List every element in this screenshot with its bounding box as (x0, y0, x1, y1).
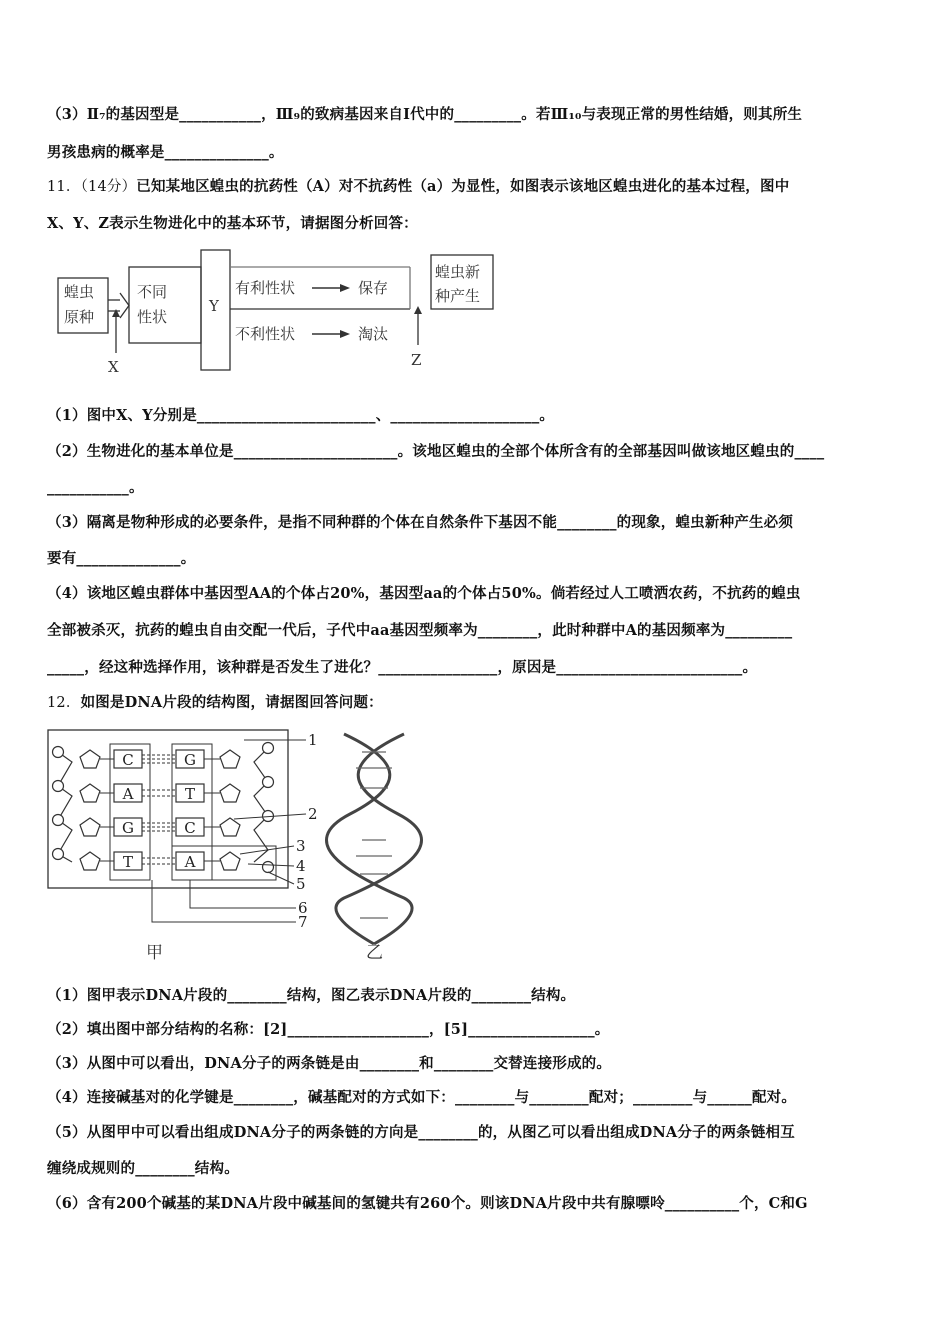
dna-label-2: 2 (308, 805, 318, 823)
box2-text-1: 不同 (137, 283, 168, 301)
unfavorable-trait: 不利性状 (235, 325, 296, 343)
dna-label-3: 3 (296, 837, 306, 855)
q10-sub3-line1: （3）Ⅱ₇的基因型是___________，Ⅲ₉的致病基因来自Ⅰ代中的_________。若Ⅲ₁₀与表现正常的男性结婚，则其所生 (47, 106, 803, 123)
box1-text-2: 原种 (64, 308, 95, 326)
q12-sub3: （3）从图中可以看出，DNA分子的两条链是由________和________交替连接形成的。 (47, 1055, 612, 1072)
z-label: Z (411, 351, 422, 369)
dna-label-7: 7 (298, 913, 308, 931)
q11-sub4-line2: 全部被杀灭，抗药的蝗虫自由交配一代后，子代中aa基因型频率为________，此时种群中A的基因频率为_________ (47, 622, 793, 639)
preserve-label: 保存 (358, 279, 389, 297)
x-label: X (108, 358, 119, 376)
caption-yi: 乙 (366, 943, 383, 963)
q12-sub2: （2）填出图中部分结构的名称：[2]___________________，[5]_________________。 (47, 1021, 610, 1038)
q11-number: 11． (47, 179, 81, 195)
q10-sub3-line2: 男孩患病的概率是______________。 (47, 144, 284, 161)
q12-sub6: （6）含有200个碱基的某DNA片段中碱基间的氢键共有260个。则该DNA片段中共有腺嘌呤__________个，C和G (47, 1195, 808, 1212)
q12-sub1: （1）图甲表示DNA片段的________结构，图乙表示DNA片段的________结构。 (47, 987, 576, 1004)
q11-sub3-line1: （3）隔离是物种形成的必要条件，是指不同种群的个体在自然条件下基因不能________的现象，蝗虫新种产生必须 (47, 514, 794, 531)
dna-label-1: 1 (308, 731, 318, 749)
q11-sub2-line1: （2）生物进化的基本单位是______________________。该地区蝗虫的全部个体所含有的全部基因叫做该地区蝗虫的____ (47, 443, 825, 460)
dna-label-5: 5 (296, 875, 306, 893)
right-base-4: A (184, 853, 196, 871)
q12-sub4: （4）连接碱基对的化学键是________，碱基配对的方式如下：________与________配对；________与______配对。 (47, 1089, 797, 1106)
q11-stem-line2: X、Y、Z表示生物进化中的基本环节，请据图分析回答： (47, 215, 418, 232)
q11-sub2-line2: ___________。 (47, 479, 144, 496)
q11-score: （14分） (80, 179, 137, 195)
dna-label-6: 6 (298, 899, 308, 917)
different-traits-box (129, 267, 201, 343)
right-base-1: G (184, 751, 196, 769)
evolution-diagram (50, 245, 510, 377)
right-base-3: C (184, 819, 196, 837)
right-base-2: T (184, 785, 196, 803)
favorable-trait: 有利性状 (235, 279, 296, 297)
q11-sub1: （1）图中X、Y分别是________________________、____________________。 (47, 407, 555, 424)
q11-sub3-line2: 要有______________。 (47, 550, 196, 567)
left-base-2: A (122, 785, 134, 803)
q12-sub5-line1: （5）从图甲中可以看出组成DNA分子的两条链的方向是________的，从图乙可以看出组成DNA分子的两条链相互 (47, 1124, 795, 1141)
left-base-3: G (122, 819, 134, 837)
left-base-4: T (122, 853, 134, 871)
dna-diagram (44, 722, 424, 967)
caption-jia: 甲 (146, 943, 163, 963)
box1-text-1: 蝗虫 (64, 283, 95, 301)
q12-sub5-line2: 缠绕成规则的________结构。 (47, 1160, 239, 1177)
eliminate-label: 淘汰 (358, 325, 389, 343)
q11-sub4-line1: （4）该地区蝗虫群体中基因型AA的个体占20%，基因型aa的个体占50%。倘若经过人工喷洒农药，不抗药的蝗虫 (47, 585, 801, 602)
q12-stem (47, 691, 907, 712)
new-species-text-2: 种产生 (435, 287, 481, 305)
q11-stem-line1 (47, 175, 907, 196)
box2-text-2: 性状 (137, 308, 168, 326)
q12-stem-text: 如图是DNA片段的结构图，请据图回答问题： (80, 694, 383, 711)
y-label: Y (209, 297, 219, 315)
q12-number: 12． (47, 695, 81, 711)
dna-label-4: 4 (296, 857, 306, 875)
q11-sub4-line3: _____，经这种选择作用，该种群是否发生了进化？________________，原因是_________________________。 (47, 659, 758, 676)
q11-stem-text: 已知某地区蝗虫的抗药性（A）对不抗药性（a）为显性，如图表示该地区蝗虫进化的基本过程，图中 (136, 178, 790, 195)
double-helix (327, 734, 422, 944)
new-species-text-1: 蝗虫新 (435, 263, 481, 281)
left-base-1: C (122, 751, 134, 769)
